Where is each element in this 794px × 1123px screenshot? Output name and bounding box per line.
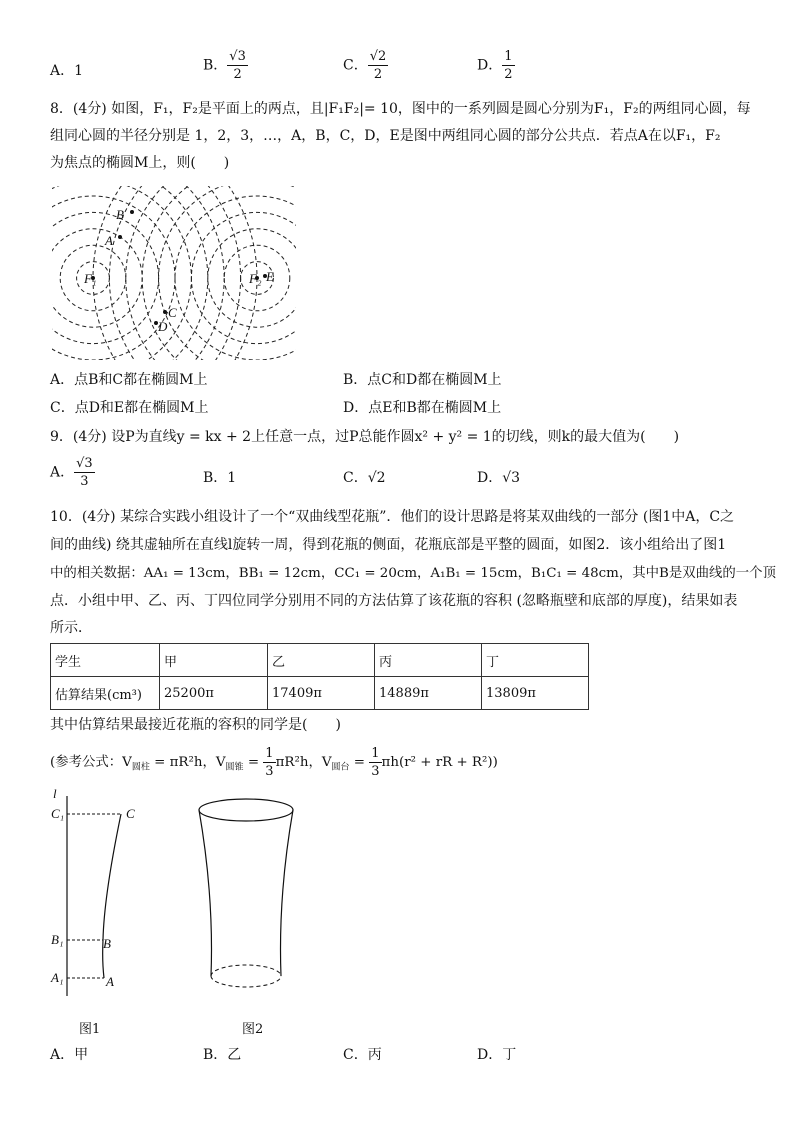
formula-text: = — [243, 755, 264, 770]
fraction-numerator: 1 — [265, 746, 274, 761]
label-f2: F₂ — [249, 271, 262, 286]
q9-option-c: C．√2 — [343, 470, 386, 486]
formula-text: (参考公式：V — [50, 755, 132, 770]
table-cell: 14889π — [375, 677, 482, 710]
table-cell: 13809π — [482, 677, 589, 710]
q10-stem-line1: 10．(4分) 某综合实践小组设计了一个“双曲线型花瓶”．他们的设计思路是将某双曲线的一部分 (图1中A，C之 — [50, 509, 735, 525]
table-cell: 甲 — [160, 644, 268, 677]
option-label: B． — [203, 57, 228, 74]
concentric-circle — [52, 186, 241, 360]
option-label: D． — [477, 57, 503, 74]
formula-subscript: 圆锥 — [225, 762, 244, 773]
formula-text: = — [349, 755, 370, 770]
fraction-denominator: 3 — [80, 474, 89, 489]
formula-subscript: 圆台 — [331, 762, 350, 773]
q10-question: 其中估算结果最接近花瓶的容积的同学是( ) — [50, 717, 341, 733]
table-cell: 17409π — [268, 677, 375, 710]
label-c: C — [168, 305, 177, 320]
concentric-circle — [52, 186, 257, 360]
label-e: E — [266, 269, 274, 284]
concentric-circles-figure — [52, 186, 296, 360]
q7-option-a: A．1 — [50, 63, 84, 79]
label-a: A — [106, 974, 114, 989]
concentric-circle — [191, 212, 296, 343]
concentric-circle — [52, 196, 175, 360]
q10-option-c: C．丙 — [343, 1047, 382, 1063]
q7-option-b — [203, 50, 248, 81]
concentric-circle — [159, 186, 296, 360]
table-cell: 乙 — [268, 644, 375, 677]
q10-stem-line3: 中的相关数据：AA₁ = 13cm，BB₁ = 12cm，CC₁ = 20cm，A₁B₁ = 15cm，B₁C₁ = 48cm，其中B是双曲线的一个顶 — [50, 566, 776, 581]
formula-text: = πR²h，V — [149, 755, 226, 770]
concentric-circle — [175, 196, 296, 360]
q10-formula — [50, 747, 498, 778]
vase-top-rim — [199, 799, 293, 821]
fraction-numerator: √2 — [369, 49, 387, 64]
q10-stem-line2: 间的曲线) 绕其虚轴所在直线l旋转一周，得到花瓶的侧面，花瓶底部是平整的圆面，如图2．该小组给出了图1 — [50, 537, 727, 553]
label-c1: C₁ — [51, 806, 65, 821]
label-b: B — [116, 207, 124, 222]
q8-option-a: A．点B和C都在椭圆M上 — [50, 372, 208, 388]
table-cell: 丁 — [482, 644, 589, 677]
vase-left-side — [199, 810, 212, 976]
q8-stem-line3: 为焦点的椭圆M上，则( ) — [50, 155, 230, 171]
formula-text: πh(r² + rR + R²)) — [381, 755, 498, 770]
table-header-row — [51, 644, 589, 677]
vase-base-back — [211, 965, 281, 976]
q10-option-d: D．丁 — [477, 1047, 517, 1063]
q8-option-d: D．点E和B都在椭圆M上 — [343, 400, 502, 416]
q9-option-d: D．√3 — [477, 470, 521, 486]
fraction-denominator: 2 — [504, 67, 513, 82]
label-c: C — [126, 806, 135, 821]
option-label: C． — [343, 57, 368, 74]
fraction-numerator: √3 — [229, 49, 246, 64]
q10-option-b: B．乙 — [203, 1047, 242, 1063]
fraction-numerator: 1 — [504, 49, 513, 64]
vase-base-front — [211, 976, 281, 987]
label-b: B — [103, 936, 111, 951]
q9-stem: 9．(4分) 设P为直线y = kx + 2上任意一点，过P总能作圆x² + y² = 1的切线，则k的最大值为( ) — [50, 429, 680, 445]
table-row — [51, 677, 589, 710]
table-cell: 丙 — [375, 644, 482, 677]
q10-option-a: A．甲 — [50, 1047, 89, 1063]
label-f1: F₁ — [84, 271, 97, 286]
figure-1-hyperbola-profile — [46, 786, 156, 996]
fraction-denominator: 3 — [265, 764, 274, 779]
hyperbola-curve — [103, 814, 121, 978]
vase-right-side — [281, 810, 294, 976]
q8-option-c: C．点D和E都在椭圆M上 — [50, 400, 209, 416]
label-d: D — [158, 319, 168, 334]
label-a: A — [105, 233, 113, 248]
q8-stem-line2: 组同心圆的半径分别是 1，2，3，…，A，B，C，D，E是图中两组同心圆的部分公共点．若点A在以F₁，F₂ — [50, 128, 721, 144]
q9-option-a — [50, 457, 95, 488]
table-cell: 学生 — [51, 644, 160, 677]
fraction-numerator: 1 — [371, 746, 380, 761]
q8-stem-line1: 8．(4分) 如图，F₁，F₂是平面上的两点，且|F₁F₂|= 10，图中的一系列圆是圆心分别为F₁，F₂的两组同心圆，每 — [50, 101, 751, 117]
figure-2-vase — [190, 796, 310, 1004]
fraction-denominator: 2 — [233, 67, 242, 82]
fraction-numerator: √3 — [76, 456, 93, 471]
option-label: A． — [50, 464, 75, 481]
q10-stem-line5: 所示． — [50, 620, 92, 636]
q10-stem-line4: 点．小组中甲、乙、丙、丁四位同学分别用不同的方法估算了该花瓶的容积 (忽略瓶壁和底部的厚度)，结果如表 — [50, 593, 738, 609]
q9-option-b: B．1 — [203, 470, 237, 486]
table-cell: 25200π — [160, 677, 268, 710]
fraction-denominator: 2 — [373, 67, 383, 82]
q7-option-d — [477, 50, 515, 81]
label-a1: A₁ — [51, 970, 64, 985]
point-b — [130, 210, 134, 214]
fraction-denominator: 3 — [371, 764, 380, 779]
figure-1-caption: 图1 — [79, 1022, 101, 1037]
estimate-table — [50, 643, 589, 710]
formula-subscript: 圆柱 — [131, 762, 150, 773]
point-a — [118, 235, 122, 239]
q8-option-b: B．点C和D都在椭圆M上 — [343, 372, 502, 388]
label-l: l — [53, 786, 57, 801]
q7-option-c — [343, 50, 388, 81]
formula-text: πR²h，V — [275, 755, 332, 770]
table-cell: 估算结果(cm³) — [51, 677, 160, 710]
point-c — [163, 310, 167, 314]
figure-2-caption: 图2 — [242, 1022, 264, 1037]
label-b1: B₁ — [51, 932, 64, 947]
